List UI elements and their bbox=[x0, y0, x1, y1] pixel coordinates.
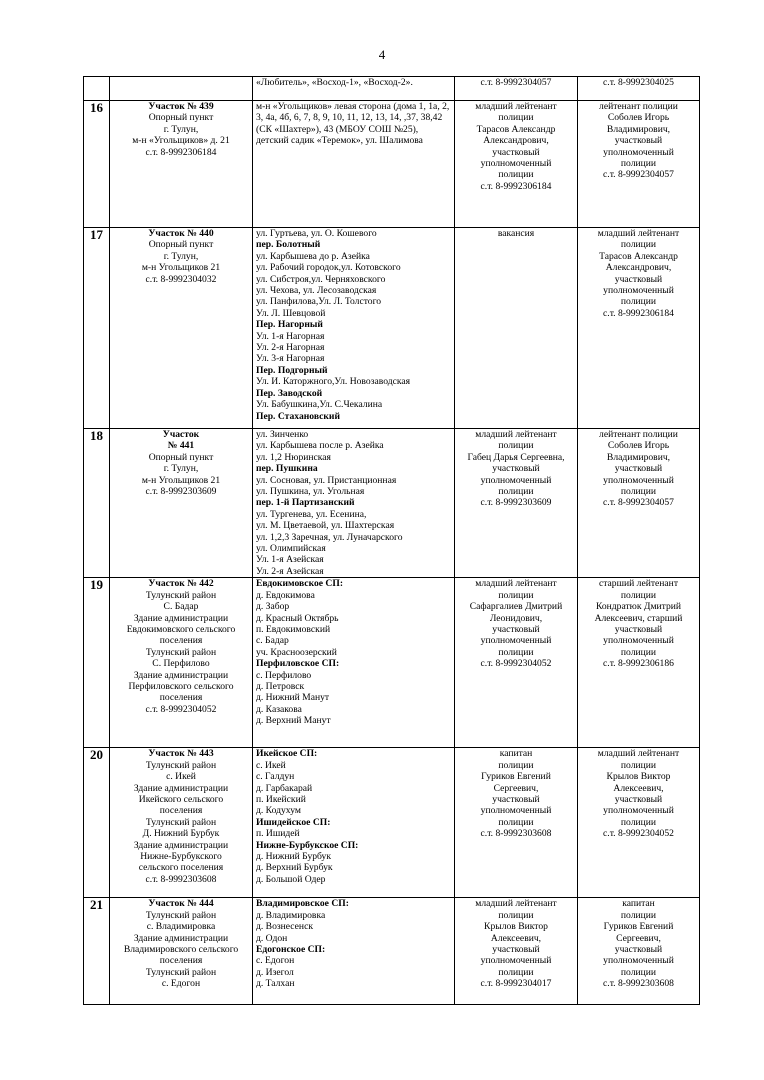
precinct-line: с.т. 8-9992304052 bbox=[145, 703, 217, 715]
officer-line: с.т. 8-9992304052 bbox=[603, 828, 674, 840]
address-line: д. Забор bbox=[256, 601, 290, 613]
officer-line: участковый bbox=[492, 623, 540, 635]
precinct-line: Здание администрации bbox=[133, 932, 229, 944]
precinct-line: Тулунский район bbox=[145, 759, 217, 771]
precinct-cell bbox=[110, 429, 253, 578]
precinct-line: с. Владимировка bbox=[146, 921, 216, 933]
officer-line: старший лейтенант bbox=[598, 578, 679, 590]
officer-line: полиции bbox=[620, 158, 657, 170]
precinct-cell bbox=[110, 77, 253, 101]
precinct-line: поселения bbox=[159, 955, 203, 967]
precinct-title: Участок № 439 bbox=[148, 101, 214, 112]
address-line: д. Талхан bbox=[256, 978, 295, 990]
precinct-line: Тулунский район bbox=[145, 589, 217, 601]
address-line: с. Перфилово bbox=[256, 669, 312, 681]
address-cell bbox=[253, 228, 455, 429]
precinct-line: поселения bbox=[159, 635, 203, 647]
address-line: д. Кодухум bbox=[256, 805, 301, 817]
precinct-line: с.т. 8-9992306184 bbox=[145, 146, 217, 158]
table-row bbox=[84, 228, 700, 429]
precinct-cell bbox=[110, 228, 253, 429]
precinct-line: с.т. 8-9992303608 bbox=[145, 873, 217, 885]
table-row bbox=[84, 748, 700, 898]
precinct-line: поселения bbox=[159, 692, 203, 704]
officer-line: полиции bbox=[620, 909, 657, 921]
precinct-title: Участок № 440 bbox=[148, 228, 214, 239]
officer-line: Соболев Игорь bbox=[607, 112, 670, 124]
officer-line: участковый bbox=[614, 623, 663, 635]
officer-line: с.т. 8-9992303608 bbox=[480, 828, 552, 840]
address-line: Ул. Бабушкина,Ул. С.Чекалина bbox=[256, 399, 383, 411]
precinct-table bbox=[83, 76, 700, 1005]
officer-line: с.т. 8-9992304057 bbox=[480, 77, 552, 88]
address-heading: Едогонское СП: bbox=[256, 943, 326, 955]
address-line: д. Красный Октябрь bbox=[256, 612, 339, 624]
officer-line: уполномоченный bbox=[603, 805, 674, 817]
officer-line: с.т. 8-9992306186 bbox=[603, 658, 674, 670]
officer-line: участковый bbox=[614, 135, 663, 147]
address-line: д. Владимировка bbox=[256, 909, 326, 921]
row-number-text: 17 bbox=[90, 227, 103, 242]
officer-line: вакансия bbox=[497, 228, 535, 239]
officer-line: капитан bbox=[622, 898, 655, 910]
address-heading: Пер. Подгорный bbox=[256, 364, 328, 376]
deputy-officer-cell bbox=[578, 228, 700, 429]
officer-line: младший лейтенант bbox=[597, 228, 680, 239]
address-cell bbox=[253, 748, 455, 898]
precinct-line: г. Тулун, bbox=[163, 250, 199, 262]
officer-line: участковый bbox=[614, 463, 663, 475]
address-line: д. Верхний Манут bbox=[256, 715, 331, 727]
address-line: п. Ишидей bbox=[256, 828, 300, 840]
address-line: с. Икей bbox=[256, 759, 286, 771]
officer-line: полиции bbox=[498, 440, 534, 452]
precinct-title: Участок № 443 bbox=[148, 748, 214, 760]
precinct-title: № 441 bbox=[167, 440, 195, 452]
precinct-line: с.т. 8-9992304032 bbox=[145, 273, 217, 285]
officer-line: лейтенант полиции bbox=[599, 429, 678, 440]
precinct-cell bbox=[110, 101, 253, 228]
officer-line: Алексеевич, bbox=[613, 782, 664, 794]
precinct-line: Тулунский район bbox=[145, 646, 217, 658]
officer-line: полиции bbox=[498, 909, 534, 921]
deputy-officer-cell bbox=[578, 748, 700, 898]
row-number-text: 21 bbox=[90, 897, 103, 913]
officer-line: уполномоченный bbox=[480, 805, 552, 817]
address-cell bbox=[253, 429, 455, 578]
officer-cell bbox=[455, 429, 578, 578]
address-heading: Нижне-Бурбукское СП: bbox=[256, 839, 359, 851]
officer-line: Кондратюк Дмитрий bbox=[595, 601, 682, 613]
officer-cell bbox=[455, 748, 578, 898]
officer-line: полиции bbox=[498, 589, 534, 601]
address-line: Ул. 3-я Нагорная bbox=[256, 353, 325, 365]
officer-line: участковый bbox=[614, 793, 663, 805]
officer-line: Леонидович, bbox=[489, 612, 543, 624]
address-line: ул. Зинченко bbox=[256, 429, 309, 440]
table-row bbox=[84, 898, 700, 1005]
precinct-line: Опорный пункт bbox=[148, 239, 214, 251]
address-line: ул. Карбышева до р. Азейка bbox=[256, 250, 370, 262]
precinct-line: м-н Угольщиков 21 bbox=[141, 262, 221, 274]
address-heading: Пер. Стахановский bbox=[256, 410, 340, 422]
officer-line: Крылов Виктор bbox=[484, 921, 548, 933]
officer-line: Александрович, bbox=[605, 262, 672, 274]
officer-line: Тарасов Александр bbox=[476, 123, 556, 135]
precinct-line: Здание администрации bbox=[133, 782, 229, 794]
officer-line: Владимирович, bbox=[606, 123, 671, 135]
officer-line: Александрович, bbox=[483, 135, 549, 147]
officer-line: полиции bbox=[620, 966, 657, 978]
officer-line: младший лейтенант bbox=[475, 429, 557, 440]
address-heading: пер. 1-й Партизанский bbox=[256, 497, 355, 509]
officer-line: Алексеевич, старший bbox=[594, 612, 683, 624]
precinct-line: Опорный пункт bbox=[148, 451, 214, 463]
officer-line: уполномоченный bbox=[603, 285, 674, 297]
officer-line: уполномоченный bbox=[480, 474, 552, 486]
address-line: Ул. И. Каторжного,Ул. Новозаводская bbox=[256, 376, 411, 388]
officer-line: капитан bbox=[499, 748, 533, 760]
officer-line: уполномоченный bbox=[603, 955, 674, 967]
officer-cell bbox=[455, 77, 578, 101]
address-line: с. Едогон bbox=[256, 955, 295, 967]
address-line: с. Бадар bbox=[256, 635, 289, 647]
row-number bbox=[84, 748, 110, 898]
address-line: д. Одон bbox=[256, 932, 288, 944]
address-line: п. Икейский bbox=[256, 793, 306, 805]
officer-line: полиции bbox=[620, 239, 657, 251]
address-cell bbox=[253, 77, 455, 101]
officer-line: Владимирович, bbox=[606, 451, 671, 463]
address-heading: Перфиловское СП: bbox=[256, 658, 340, 670]
officer-line: уполномоченный bbox=[603, 635, 674, 647]
row-number-text: 18 bbox=[90, 428, 103, 443]
precinct-cell bbox=[110, 578, 253, 748]
officer-line: Гуриков Евгений bbox=[481, 771, 551, 783]
address-line: д. Нижний Манут bbox=[256, 692, 330, 704]
row-number-text: 16 bbox=[90, 100, 103, 115]
precinct-cell bbox=[110, 748, 253, 898]
officer-line: младший лейтенант bbox=[475, 101, 557, 112]
officer-line: с.т. 8-9992303609 bbox=[480, 497, 552, 509]
precinct-line: Опорный пункт bbox=[148, 112, 214, 124]
address-heading: Владимировское СП: bbox=[256, 898, 349, 910]
address-line: д. Вознесенск bbox=[256, 921, 313, 933]
address-line: ул. Панфилова,Ул. Л. Толстого bbox=[256, 296, 382, 308]
officer-line: участковый bbox=[492, 943, 540, 955]
precinct-line: сельского поселения bbox=[138, 862, 224, 874]
officer-line: с.т. 8-9992306184 bbox=[480, 180, 552, 192]
precinct-line: С. Бадар bbox=[163, 601, 199, 613]
precinct-line: Евдокимовского сельского bbox=[126, 623, 236, 635]
address-line: д. Большой Одер bbox=[256, 873, 326, 885]
officer-line: с.т. 8-9992303608 bbox=[603, 978, 674, 990]
address-line: д. Евдокимова bbox=[256, 589, 315, 601]
officer-line: полиции bbox=[620, 816, 657, 828]
officer-line: участковый bbox=[492, 463, 540, 475]
address-line: уч. Красноозерский bbox=[256, 646, 337, 658]
address-line: ул. М. Цветаевой, ул. Шахтерская bbox=[256, 520, 395, 532]
table-row bbox=[84, 101, 700, 228]
precinct-line: г. Тулун, bbox=[163, 123, 199, 135]
officer-line: лейтенант полиции bbox=[599, 101, 678, 112]
precinct-line: Владимировского сельского bbox=[123, 943, 239, 955]
officer-line: Сергеевич, bbox=[493, 782, 539, 794]
address-line: д. Верхний Бурбук bbox=[256, 862, 333, 874]
address-line: «Любитель», «Восход-1», «Восход-2». bbox=[256, 77, 413, 88]
officer-line: уполномоченный bbox=[603, 474, 674, 486]
address-heading: Евдокимовское СП: bbox=[256, 578, 344, 590]
officer-cell bbox=[455, 898, 578, 1005]
address-line: д. Изегол bbox=[256, 966, 294, 978]
address-line: ул. Олимпийская bbox=[256, 543, 326, 555]
officer-line: уполномоченный bbox=[480, 635, 552, 647]
precinct-title: Участок № 444 bbox=[148, 898, 214, 910]
precinct-line: Тулунский район bbox=[145, 909, 217, 921]
officer-line: с.т. 8-9992306184 bbox=[603, 307, 674, 319]
address-line: д. Петровск bbox=[256, 680, 305, 692]
officer-line: Гуриков Евгений bbox=[603, 921, 674, 933]
officer-line: полиции bbox=[498, 646, 534, 658]
address-line: Ул. 1-я Нагорная bbox=[256, 330, 325, 342]
officer-line: полиции bbox=[498, 169, 534, 181]
officer-line: полиции bbox=[620, 759, 657, 771]
precinct-line: Икейского сельского bbox=[138, 793, 224, 805]
address-heading: Икейское СП: bbox=[256, 748, 318, 760]
officer-line: с.т. 8-9992304017 bbox=[480, 978, 552, 990]
address-line: с. Галдун bbox=[256, 771, 295, 783]
officer-line: Крылов Виктор bbox=[606, 771, 671, 783]
address-heading: Ишидейское СП: bbox=[256, 816, 331, 828]
precinct-line: Здание администрации bbox=[133, 669, 229, 681]
officer-line: полиции bbox=[498, 816, 534, 828]
deputy-officer-cell bbox=[578, 578, 700, 748]
officer-line: полиции bbox=[620, 486, 657, 498]
officer-line: Алексеевич, bbox=[490, 932, 542, 944]
precinct-line: м-н Угольщиков 21 bbox=[141, 474, 221, 486]
officer-line: с.т. 8-9992304025 bbox=[603, 77, 674, 88]
address-heading: Пер. Заводской bbox=[256, 387, 323, 399]
precinct-line: Здание администрации bbox=[133, 612, 229, 624]
officer-line: с.т. 8-9992304057 bbox=[603, 497, 674, 509]
row-number bbox=[84, 77, 110, 101]
officer-line: полиции bbox=[498, 966, 534, 978]
precinct-cell bbox=[110, 898, 253, 1005]
address-line: ул. Пушкина, ул. Угольная bbox=[256, 486, 365, 498]
precinct-line: поселения bbox=[159, 805, 203, 817]
address-line: д. Казакова bbox=[256, 703, 302, 715]
address-heading: пер. Пушкина bbox=[256, 463, 318, 475]
deputy-officer-cell bbox=[578, 429, 700, 578]
table-row bbox=[84, 429, 700, 578]
row-number-text: 19 bbox=[90, 577, 103, 593]
address-cell bbox=[253, 898, 455, 1005]
address-line: Ул. 2-я Нагорная bbox=[256, 342, 325, 354]
address-line: ул. 1,2,3 Заречная, ул. Луначарского bbox=[256, 531, 403, 543]
officer-line: уполномоченный bbox=[480, 955, 552, 967]
deputy-officer-cell bbox=[578, 77, 700, 101]
table-row bbox=[84, 77, 700, 101]
officer-line: участковый bbox=[614, 943, 663, 955]
address-heading: Пер. Нагорный bbox=[256, 319, 323, 331]
address-line: ул. Сибстроя,ул. Черняховского bbox=[256, 273, 386, 285]
precinct-line: Нижне-Бурбукского bbox=[140, 850, 222, 862]
address-line: ул. Рабочий городок,ул. Котовского bbox=[256, 262, 401, 274]
officer-line: младший лейтенант bbox=[475, 578, 557, 590]
deputy-officer-cell bbox=[578, 101, 700, 228]
precinct-title: Участок № 442 bbox=[148, 578, 214, 590]
officer-cell bbox=[455, 101, 578, 228]
precinct-line: Д. Нижний Бурбук bbox=[142, 828, 220, 840]
page-number: 4 bbox=[378, 47, 386, 62]
officer-line: участковый bbox=[614, 273, 663, 285]
officer-line: с.т. 8-9992304052 bbox=[480, 658, 552, 670]
deputy-officer-cell bbox=[578, 898, 700, 1005]
address-line: ул. Сосновая, ул. Пристанционная bbox=[256, 474, 397, 486]
officer-line: Сафаргалиев Дмитрий bbox=[469, 601, 563, 613]
precinct-line: с. Икей bbox=[166, 771, 196, 783]
precinct-line: Тулунский район bbox=[145, 816, 217, 828]
row-number bbox=[84, 101, 110, 228]
officer-line: младший лейтенант bbox=[597, 748, 680, 760]
precinct-line: г. Тулун, bbox=[163, 463, 199, 475]
address-line: п. Евдокимовский bbox=[256, 623, 331, 635]
row-number bbox=[84, 228, 110, 429]
row-number-text: 20 bbox=[90, 747, 103, 763]
row-number bbox=[84, 898, 110, 1005]
officer-line: участковый bbox=[492, 793, 540, 805]
officer-line: полиции bbox=[620, 646, 657, 658]
officer-line: Тарасов Александр bbox=[599, 250, 678, 262]
row-number bbox=[84, 429, 110, 578]
address-cell bbox=[253, 578, 455, 748]
officer-line: уполномоченный bbox=[480, 158, 552, 170]
officer-line: младший лейтенант bbox=[475, 898, 557, 910]
officer-line: Соболев Игорь bbox=[607, 440, 670, 452]
officer-line: полиции bbox=[498, 112, 534, 124]
row-number bbox=[84, 578, 110, 748]
officer-cell bbox=[455, 228, 578, 429]
officer-line: Сергеевич, bbox=[616, 932, 661, 944]
precinct-line: с. Едогон bbox=[161, 978, 201, 990]
address-line: ул. Карбышева после р. Азейка bbox=[256, 440, 384, 452]
address-line: Ул. 1-я Азейская bbox=[256, 554, 324, 566]
address-text: м-н «Угольщиков» левая сторона (дома 1, 1а, 2, 3, 4а, 4б, 6, 7, 8, 9, 10, 11, 12, 13, 14, ,37, 38,42 (СК «Шахтер»), 43 (МБОУ СОШ №25), детский садик «Теремок», ул. Шалимова bbox=[256, 101, 450, 147]
precinct-line: с.т. 8-9992303609 bbox=[145, 486, 217, 498]
officer-line: уполномоченный bbox=[603, 146, 674, 158]
address-line: д. Нижний Бурбук bbox=[256, 850, 332, 862]
table-row bbox=[84, 578, 700, 748]
address-line: ул. Чехова, ул. Лесозаводская bbox=[256, 285, 377, 297]
address-line: ул. 1,2 Нюринская bbox=[256, 451, 331, 463]
officer-cell bbox=[455, 578, 578, 748]
officer-line: полиции bbox=[620, 296, 657, 308]
precinct-line: м-н «Угольщиков» д. 21 bbox=[132, 135, 230, 147]
address-line: Ул. 2-я Азейская bbox=[256, 565, 324, 577]
precinct-line: С. Перфилово bbox=[152, 658, 210, 670]
officer-line: участковый bbox=[492, 146, 540, 158]
officer-line: полиции bbox=[498, 759, 534, 771]
officer-line: с.т. 8-9992304057 bbox=[603, 169, 674, 181]
precinct-title: Участок bbox=[162, 429, 200, 440]
address-line: Ул. Л. Шевцовой bbox=[256, 307, 326, 319]
address-line: ул. Тургенева, ул. Есенина, bbox=[256, 508, 367, 520]
address-line: д. Гарбакарай bbox=[256, 782, 313, 794]
address-line: ул. Гуртьева, ул. О. Кошевого bbox=[256, 228, 377, 239]
precinct-line: Тулунский район bbox=[145, 966, 217, 978]
address-cell bbox=[253, 101, 455, 228]
precinct-line: Перфиловского сельского bbox=[128, 680, 234, 692]
officer-line: полиции bbox=[620, 589, 657, 601]
officer-line: полиции bbox=[498, 486, 534, 498]
precinct-line: Здание администрации bbox=[133, 839, 229, 851]
officer-line: Габец Дарья Сергеевна, bbox=[467, 451, 565, 463]
address-heading: пер. Болотный bbox=[256, 239, 321, 251]
